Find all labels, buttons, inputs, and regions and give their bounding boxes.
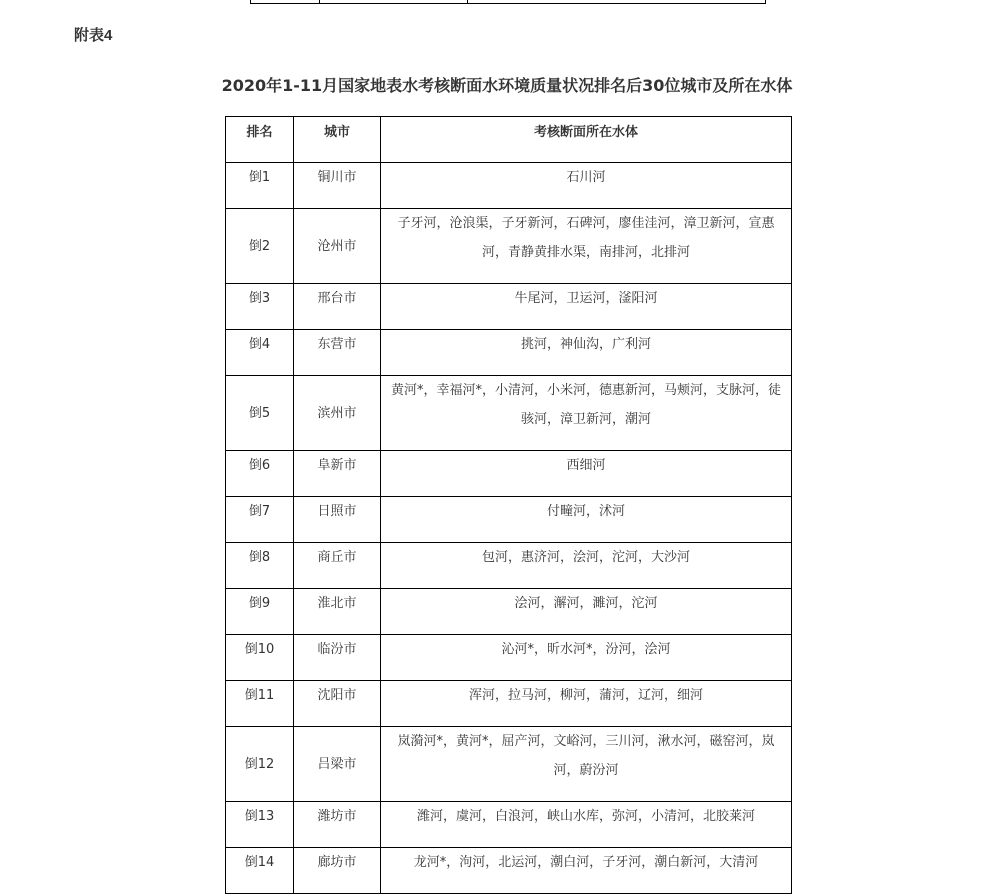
water-cell: 潍河，虞河，白浪河，峡山水库，弥河，小清河，北胶莱河	[381, 802, 792, 848]
table-row	[226, 451, 792, 497]
rank-cell: 倒4	[226, 330, 294, 376]
rank-cell: 倒1	[226, 163, 294, 209]
table-header-row	[226, 117, 792, 163]
previous-table-divider	[467, 0, 468, 3]
city-cell: 阜新市	[294, 451, 381, 497]
water-cell: 付疃河，沭河	[381, 497, 792, 543]
city-cell: 廊坊市	[294, 848, 381, 894]
city-cell: 沈阳市	[294, 681, 381, 727]
rank-cell: 倒2	[226, 209, 294, 284]
rank-cell: 倒9	[226, 589, 294, 635]
table-row	[226, 589, 792, 635]
city-cell: 东营市	[294, 330, 381, 376]
rank-cell: 倒8	[226, 543, 294, 589]
table-row	[226, 497, 792, 543]
header-rank: 排名	[226, 117, 294, 163]
water-cell: 沁河*，昕水河*，汾河，浍河	[381, 635, 792, 681]
water-cell: 浑河，拉马河，柳河，蒲河，辽河，细河	[381, 681, 792, 727]
water-cell: 牛尾河，卫运河，滏阳河	[381, 284, 792, 330]
city-cell: 滨州市	[294, 376, 381, 451]
city-cell: 临汾市	[294, 635, 381, 681]
water-cell: 包河，惠济河，浍河，沱河，大沙河	[381, 543, 792, 589]
previous-table-fragment	[250, 0, 766, 4]
city-cell: 淮北市	[294, 589, 381, 635]
table-row	[226, 330, 792, 376]
water-cell: 西细河	[381, 451, 792, 497]
water-cell: 石川河	[381, 163, 792, 209]
table-row	[226, 209, 792, 284]
rank-cell: 倒11	[226, 681, 294, 727]
table-row	[226, 802, 792, 848]
city-cell: 吕梁市	[294, 727, 381, 802]
city-cell: 日照市	[294, 497, 381, 543]
city-cell: 沧州市	[294, 209, 381, 284]
table-row	[226, 681, 792, 727]
table-row	[226, 543, 792, 589]
table-row	[226, 284, 792, 330]
rank-cell: 倒6	[226, 451, 294, 497]
rank-cell: 倒10	[226, 635, 294, 681]
water-cell: 子牙河，沧浪渠，子牙新河，石碑河，廖佳洼河，漳卫新河，宣惠河，青静黄排水渠，南排河，北排河	[381, 209, 792, 284]
water-cell: 挑河，神仙沟，广利河	[381, 330, 792, 376]
city-cell: 邢台市	[294, 284, 381, 330]
appendix-label: 附表4	[74, 27, 113, 44]
water-cell: 岚漪河*，黄河*，屈产河，文峪河，三川河，湫水河，磁窑河，岚河，蔚汾河	[381, 727, 792, 802]
city-cell: 商丘市	[294, 543, 381, 589]
ranking-table	[225, 116, 792, 894]
water-cell: 黄河*，幸福河*，小清河，小米河，德惠新河，马颊河，支脉河，徒骇河，漳卫新河，潮河	[381, 376, 792, 451]
water-cell: 浍河，澥河，濉河，沱河	[381, 589, 792, 635]
table-row	[226, 727, 792, 802]
table-row	[226, 163, 792, 209]
header-city: 城市	[294, 117, 381, 163]
rank-cell: 倒5	[226, 376, 294, 451]
table-row	[226, 376, 792, 451]
table-title: 2020年1-11月国家地表水考核断面水环境质量状况排名后30位城市及所在水体	[221, 76, 793, 95]
city-cell: 铜川市	[294, 163, 381, 209]
rank-cell: 倒13	[226, 802, 294, 848]
table-row	[226, 848, 792, 894]
rank-cell: 倒3	[226, 284, 294, 330]
rank-cell: 倒14	[226, 848, 294, 894]
rank-cell: 倒12	[226, 727, 294, 802]
city-cell: 潍坊市	[294, 802, 381, 848]
table-row	[226, 635, 792, 681]
header-water: 考核断面所在水体	[381, 117, 792, 163]
rank-cell: 倒7	[226, 497, 294, 543]
water-cell: 龙河*，泃河，北运河，潮白河，子牙河，潮白新河，大清河	[381, 848, 792, 894]
previous-table-divider	[319, 0, 320, 3]
